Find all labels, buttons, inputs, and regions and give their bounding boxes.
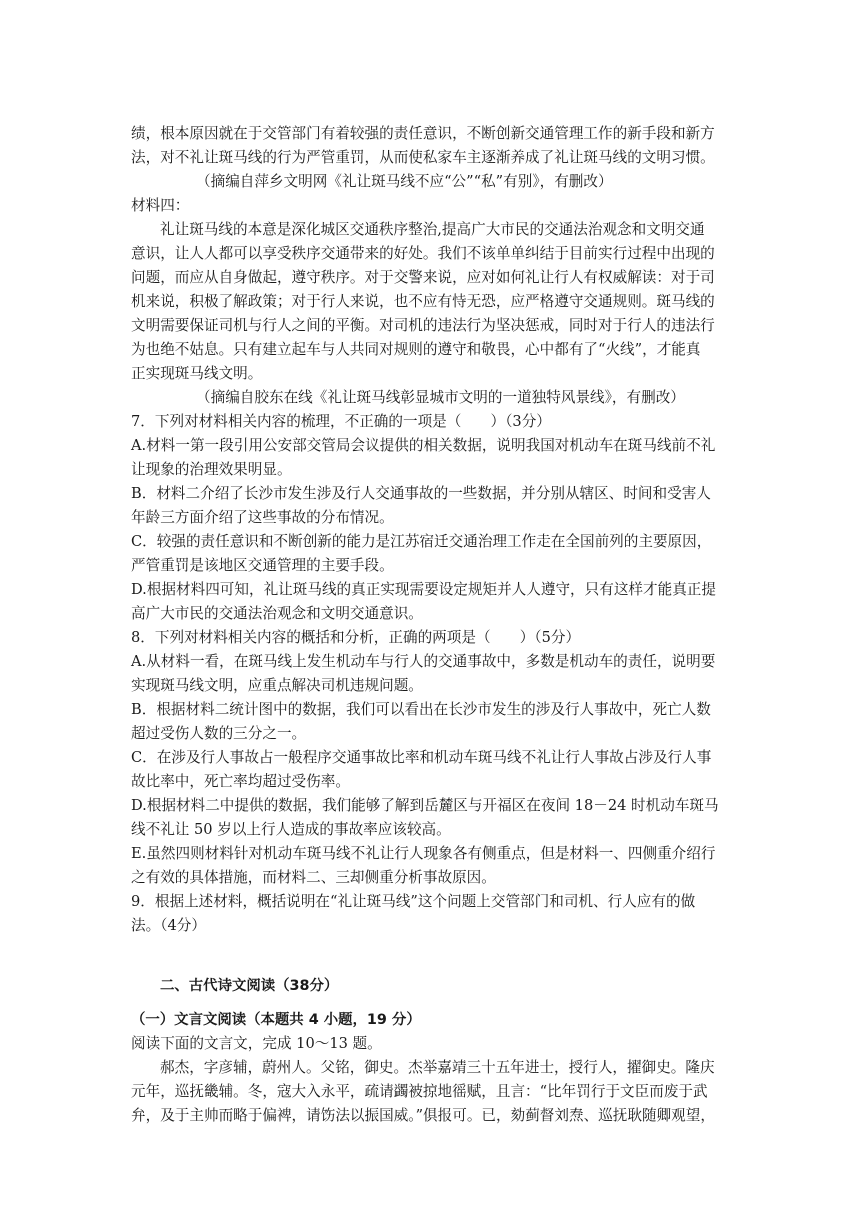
text-line: 严管重罚是该地区交通管理的主要手段。	[131, 557, 394, 574]
option-a: A.材料一第一段引用公安部交管局会议提供的相关数据，说明我国对机动车在斑马线前不礼	[131, 437, 716, 454]
instruction: 阅读下面的文言文，完成 10～13 题。	[131, 1035, 382, 1052]
option-b: B．材料二介绍了长沙市发生涉及行人交通事故的一些数据，并分别从辖区、时间和受害人	[131, 485, 711, 502]
text-line: 正实现斑马线文明。	[131, 365, 263, 382]
question-7: 7．下列对材料相关内容的梳理，不正确的一项是（ ）（3分）	[131, 413, 551, 430]
option-d: D.根据材料二中提供的数据，我们能够了解到岳麓区与开福区在夜间 18－24 时机动车斑马	[131, 797, 719, 814]
text-line: 故比率中，死亡率均超过受伤率。	[131, 773, 350, 790]
option-a: A.从材料一看，在斑马线上发生机动车与行人的交通事故中，多数是机动车的责任，说明要	[131, 653, 716, 670]
text-line: 让现象的治理效果明显。	[131, 461, 292, 478]
text-line: 为也绝不姑息。只有建立起车与人共同对规则的遵守和敬畏，心中都有了“火线”，才能真	[131, 341, 701, 358]
option-d: D.根据材料四可知，礼让斑马线的真正实现需要设定规矩并人人遵守，只有这样才能真正提	[131, 581, 716, 598]
text-line: 礼让斑马线的本意是深化城区交通秩序整治,提高广大市民的交通法治观念和文明交通	[160, 221, 705, 238]
text-line: 法，对不礼让斑马线的行为严管重罚，从而使私家车主逐渐养成了礼让斑马线的文明习惯。	[131, 149, 715, 166]
classical-text-line: 元年，巡抚畿辅。冬，寇大入永平，疏请蠲被掠地徭赋，且言：“比年罚行于文臣而废于武	[131, 1083, 708, 1100]
source-citation: （摘编自萍乡文明网《礼让斑马线不应“公”“私”有别》，有删改）	[196, 173, 613, 190]
text-line: 问题，而应从自身做起，遵守秩序。对于交警来说，应对如何礼让行人有权威解读：对于司	[131, 269, 715, 286]
question-9: 9．根据上述材料，概括说明在“礼让斑马线”这个问题上交管部门和司机、行人应有的做	[131, 893, 696, 910]
text-line: 实现斑马线文明，应重点解决司机违规问题。	[131, 677, 423, 694]
classical-text-line: 郝杰，字彦辅，蔚州人。父铭，御史。杰举嘉靖三十五年进士，授行人，擢御史。隆庆	[160, 1059, 715, 1076]
option-c: C．在涉及行人事故占一般程序交通事故比率和机动车斑马线不礼让行人事故占涉及行人事	[131, 749, 712, 766]
text-line: 超过受伤人数的三分之一。	[131, 725, 307, 742]
subsection-heading: （一）文言文阅读（本题共 4 小题，19 分）	[131, 1012, 421, 1028]
text-line: 线不礼让 50 岁以上行人造成的事故率应该较高。	[131, 821, 451, 838]
classical-text-line: 弁，及于主帅而略于偏裨，请饬法以振国威。”俱报可。已，劾蓟督刘焘、巡抚耿随卿观望，	[131, 1107, 715, 1124]
text-line: 意识，让人人都可以享受秩序交通带来的好处。我们不该单单纠结于目前实行过程中出现的	[131, 245, 715, 262]
text-line: 机来说，积极了解政策；对于行人来说，也不应有恃无恐，应严格遵守交通规则。斑马线的	[131, 293, 715, 310]
material-heading: 材料四：	[131, 197, 190, 214]
text-line: 法。（4分）	[131, 917, 206, 934]
section-heading: 二、古代诗文阅读（38分）	[160, 978, 339, 994]
question-8: 8．下列对材料相关内容的概括和分析，正确的两项是（ ）（5分）	[131, 629, 581, 646]
text-line: 高广大市民的交通法治观念和文明交通意识。	[131, 605, 423, 622]
source-citation: （摘编自胶东在线《礼让斑马线彰显城市文明的一道独特风景线》，有删改）	[196, 389, 685, 406]
text-line: 年龄三方面介绍了这些事故的分布情况。	[131, 509, 394, 526]
option-e: E.虽然四则材料针对机动车斑马线不礼让行人现象各有侧重点，但是材料一、四侧重介绍行	[131, 845, 716, 862]
option-b: B．根据材料二统计图中的数据，我们可以看出在长沙市发生的涉及行人事故中，死亡人数	[131, 701, 711, 718]
option-c: C．较强的责任意识和不断创新的能力是江苏宿迁交通治理工作走在全国前列的主要原因，	[131, 533, 712, 550]
text-line: 文明需要保证司机与行人之间的平衡。对司机的违法行为坚决惩戒，同时对于行人的违法行	[131, 317, 715, 334]
text-line: 之有效的具体措施，而材料二、三却侧重分析事故原因。	[131, 869, 496, 886]
text-line: 绩，根本原因就在于交管部门有着较强的责任意识，不断创新交通管理工作的新手段和新方	[131, 125, 715, 142]
